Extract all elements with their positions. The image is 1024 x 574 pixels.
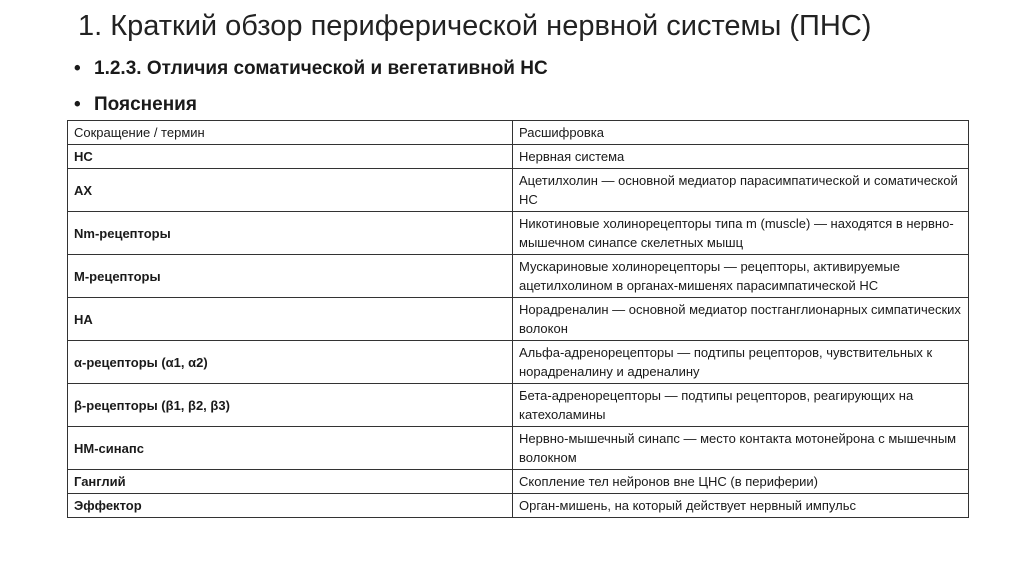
description-cell: Скопление тел нейронов вне ЦНС (в периферии) (513, 470, 969, 494)
bullet-dot: • (74, 94, 81, 115)
term-cell: НС (68, 145, 513, 169)
table-row (68, 169, 969, 212)
table-row (68, 212, 969, 255)
bullet-explanations (74, 94, 197, 116)
description-cell: Нервная система (513, 145, 969, 169)
table-row (68, 427, 969, 470)
table-row (68, 470, 969, 494)
term-cell: Nm-рецепторы (68, 212, 513, 255)
term-cell: Ганглий (68, 470, 513, 494)
term-cell: НА (68, 298, 513, 341)
description-cell: Мускариновые холинорецепторы — рецепторы, активируемые ацетилхолином в органах-мишенях парасимпатической НС (513, 255, 969, 298)
header-term: Сокращение / термин (68, 121, 513, 145)
term-cell: НМ-синапс (68, 427, 513, 470)
table-row (68, 494, 969, 518)
terms-table (67, 120, 969, 518)
term-cell: АХ (68, 169, 513, 212)
table-row (68, 341, 969, 384)
table-header-row (68, 121, 969, 145)
table-row (68, 145, 969, 169)
description-cell: Ацетилхолин — основной медиатор парасимпатической и соматической НС (513, 169, 969, 212)
bullet-explanations-text: Пояснения (94, 94, 197, 115)
description-cell: Нервно-мышечный синапс — место контакта мотонейрона с мышечным волокном (513, 427, 969, 470)
description-cell: Никотиновые холинорецепторы типа m (muscle) — находятся в нервно-мышечном синапсе скелетных мышц (513, 212, 969, 255)
term-cell: α-рецепторы (α1, α2) (68, 341, 513, 384)
term-cell: М-рецепторы (68, 255, 513, 298)
description-cell: Альфа-адренорецепторы — подтипы рецепторов, чувствительных к норадреналину и адреналину (513, 341, 969, 384)
header-description: Расшифровка (513, 121, 969, 145)
term-cell: Эффектор (68, 494, 513, 518)
slide-title: 1. Краткий обзор периферической нервной системы (ПНС) (78, 10, 872, 42)
description-cell: Норадреналин — основной медиатор постганглионарных симпатических волокон (513, 298, 969, 341)
bullet-subtitle (74, 58, 548, 80)
table-row (68, 255, 969, 298)
term-cell: β-рецепторы (β1, β2, β3) (68, 384, 513, 427)
bullet-subtitle-text: 1.2.3. Отличия соматической и вегетативной НС (94, 58, 548, 79)
description-cell: Бета-адренорецепторы — подтипы рецепторов, реагирующих на катехоламины (513, 384, 969, 427)
table-row (68, 384, 969, 427)
bullet-dot: • (74, 58, 81, 79)
table-row (68, 298, 969, 341)
description-cell: Орган-мишень, на который действует нервный импульс (513, 494, 969, 518)
